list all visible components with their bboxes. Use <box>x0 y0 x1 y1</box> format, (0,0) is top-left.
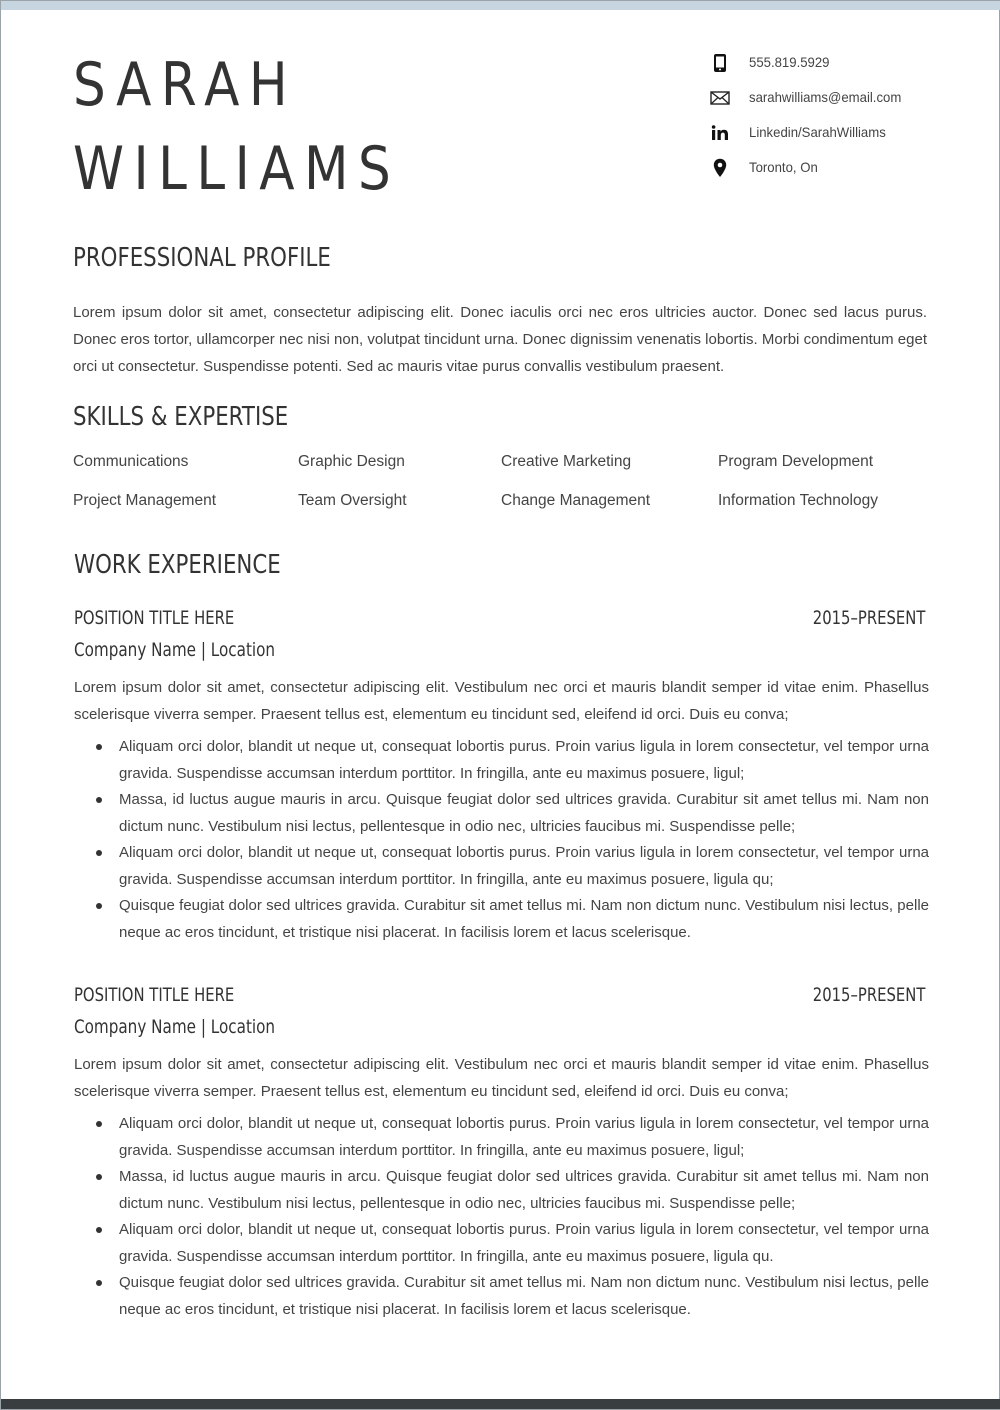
profile-text: Lorem ipsum dolor sit amet, consectetur adipiscing elit. Donec iaculis orci nec eros ultricies auctor. Donec sed lacus purus. Donec eros tortor, ullamcorper nec nisi non, volutpat tincidunt urna. Donec dignissim venenatis lobortis. Morbi condimentum eget orci ut consectetur. Suspendisse potenti. Sed ac mauris vitae purus convallis vestibulum praesent. <box>73 304 927 375</box>
job-title: POSITION TITLE HERE <box>74 984 235 1006</box>
profile-heading: PROFESSIONAL PROFILE <box>73 243 331 273</box>
bullet-text: Quisque feugiat dolor sed ultrices gravida. Curabitur sit amet tellus mi. Nam non dictum nunc. Vestibulum nisi lectus, pelle neque ac eros tincidunt, et tristique nisi placerat. In facilisis lorem et lacus scelerisque. <box>119 1274 929 1318</box>
skill-item: Creative Marketing <box>501 453 632 470</box>
bullet-dot <box>96 1227 102 1233</box>
contact-location <box>709 156 979 191</box>
bullet-text: Massa, id luctus augue mauris in arcu. Quisque feugiat dolor sed ultrices gravida. Curabitur sit amet tellus mi. Nam non dictum nunc. Vestibulum nisi lectus, pellentesque in odio nec, ultricies faucibus mi. Suspendisse pelle; <box>119 791 929 835</box>
skill-item: Team Oversight <box>298 492 407 509</box>
bullet-dot <box>96 850 102 856</box>
bullet-dot <box>96 1280 102 1286</box>
job-company: Company Name | Location <box>74 639 276 661</box>
bullet-text: Aliquam orci dolor, blandit ut neque ut, consequat lobortis purus. Proin varius ligula in lorem consectetur, vel tempor urna gravida. Suspendisse accumsan interdum porttitor. In fringilla, ante eu maximus posuere, ligula qu; <box>119 844 929 888</box>
job-bullets <box>119 734 929 946</box>
phone-number[interactable]: 555.819.5929 <box>749 54 830 70</box>
job-dates: 2015–PRESENT <box>812 984 925 1006</box>
bullet-dot <box>96 797 102 803</box>
list-item <box>119 1217 929 1270</box>
experience-heading: WORK EXPERIENCE <box>74 550 281 580</box>
bullet-text: Aliquam orci dolor, blandit ut neque ut, consequat lobortis purus. Proin varius ligula in lorem consectetur, vel tempor urna gravida. Suspendisse accumsan interdum porttitor. In fringilla, ante eu maximus posuere, ligul; <box>119 1115 929 1159</box>
skill-item: Change Management <box>501 492 651 509</box>
skills-heading: SKILLS & EXPERTISE <box>73 402 289 432</box>
list-item <box>119 734 929 787</box>
list-item <box>119 840 929 893</box>
bullet-dot <box>96 744 102 750</box>
skill-item: Program Development <box>718 453 874 470</box>
skill-item: Graphic Design <box>298 453 405 470</box>
skill-item: Information Technology <box>718 492 878 509</box>
bullet-dot <box>96 903 102 909</box>
skill-item: Communications <box>73 453 189 470</box>
skill-item: Project Management <box>73 492 217 509</box>
list-item <box>119 1111 929 1164</box>
linkedin-icon <box>709 122 731 144</box>
location-pin-icon <box>709 157 731 179</box>
bullet-dot <box>96 1121 102 1127</box>
contact-phone <box>709 51 979 86</box>
list-item <box>119 1270 929 1323</box>
location-text: Toronto, On <box>749 159 818 175</box>
bottom-accent-bar <box>1 1399 1000 1409</box>
bullet-text: Aliquam orci dolor, blandit ut neque ut, consequat lobortis purus. Proin varius ligula in lorem consectetur, vel tempor urna gravida. Suspendisse accumsan interdum porttitor. In fringilla, ante eu maximus posuere, ligula qu. <box>119 1221 929 1265</box>
phone-icon <box>709 52 731 74</box>
last-name: WILLIAMS <box>73 134 401 204</box>
linkedin-handle[interactable]: Linkedin/SarahWilliams <box>749 124 886 140</box>
list-item <box>119 1164 929 1217</box>
bullet-text: Quisque feugiat dolor sed ultrices gravida. Curabitur sit amet tellus mi. Nam non dictum nunc. Vestibulum nisi lectus, pelle neque ac eros tincidunt, et tristique nisi placerat. In facilisis lorem et lacus scelerisque. <box>119 897 929 941</box>
job-summary: Lorem ipsum dolor sit amet, consectetur adipiscing elit. Vestibulum nec orci et mauris blandit semper id vitae enim. Phasellus scelerisque viverra semper. Praesent tellus est, elementum eu tincidunt sed, eleifend id orci. Duis eu conva; <box>74 679 929 723</box>
bullet-text: Aliquam orci dolor, blandit ut neque ut, consequat lobortis purus. Proin varius ligula in lorem consectetur, vel tempor urna gravida. Suspendisse accumsan interdum porttitor. In fringilla, ante eu maximus posuere, ligul; <box>119 738 929 782</box>
job-dates: 2015–PRESENT <box>812 607 925 629</box>
contact-linkedin <box>709 121 979 156</box>
contact-block <box>709 51 979 191</box>
envelope-icon <box>709 87 731 109</box>
job-company: Company Name | Location <box>74 1016 276 1038</box>
top-accent-bar <box>1 1 1000 10</box>
job-summary: Lorem ipsum dolor sit amet, consectetur adipiscing elit. Vestibulum nec orci et mauris blandit semper id vitae enim. Phasellus scelerisque viverra semper. Praesent tellus est, elementum eu tincidunt sed, eleifend id orci. Duis eu conva; <box>74 1056 929 1100</box>
job-bullets <box>119 1111 929 1323</box>
bullet-text: Massa, id luctus augue mauris in arcu. Quisque feugiat dolor sed ultrices gravida. Curabitur sit amet tellus mi. Nam non dictum nunc. Vestibulum nisi lectus, pellentesque in odio nec, ultricies faucibus mi. Suspendisse pelle; <box>119 1168 929 1212</box>
bullet-dot <box>96 1174 102 1180</box>
contact-email <box>709 86 979 121</box>
job-title: POSITION TITLE HERE <box>74 607 235 629</box>
first-name: SARAH <box>73 50 298 120</box>
list-item <box>119 787 929 840</box>
email-address[interactable]: sarahwilliams@email.com <box>749 89 902 105</box>
candidate-name <box>73 43 400 211</box>
list-item <box>119 893 929 946</box>
